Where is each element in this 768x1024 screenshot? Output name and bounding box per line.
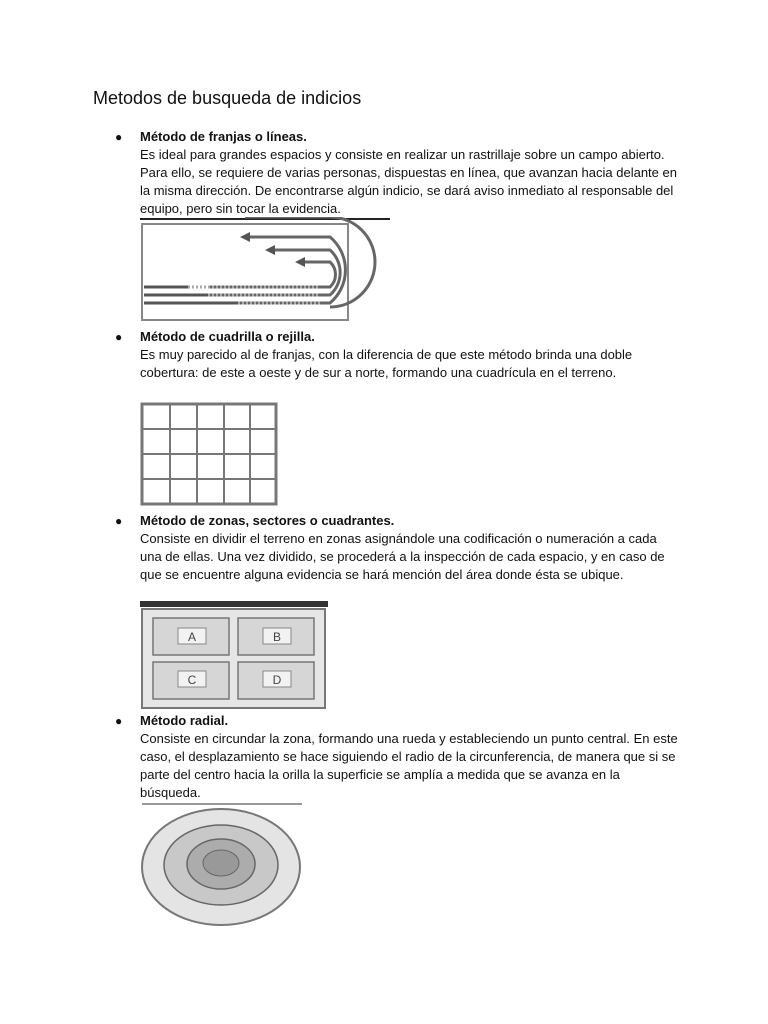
bullet: ● xyxy=(115,514,123,528)
zone-label-c: C xyxy=(187,673,197,687)
zone-label-a: A xyxy=(187,630,197,644)
method-description: Es muy parecido al de franjas, con la diferencia de que este método brinda una doble cobertura: de este a oeste y de sur a norte, formando una cuadrícula en el terreno. xyxy=(140,347,633,380)
method-title: Método de cuadrilla o rejilla. xyxy=(140,329,315,344)
zones-method-figure xyxy=(140,601,328,711)
method-description: Consiste en dividir el terreno en zonas asignándole una codificación o numeración a cada una de ellas. Una vez dividido, se procederá a la inspección de cada espacio, y en caso de que se encuentre alguna evidencia se hará mención del área donde ésta se ubique. xyxy=(140,531,665,582)
radial-method-figure xyxy=(140,803,304,928)
method-title: Método de zonas, sectores o cuadrantes. xyxy=(140,513,395,528)
bullet: ● xyxy=(115,130,123,144)
zone-label-d: D xyxy=(272,673,282,687)
method-description: Es ideal para grandes espacios y consiste en realizar un rastrillaje sobre un campo abierto. Para ello, se requiere de varias personas, dispuestas en línea, que avanzan hacia delante en la misma dirección. De encontrarse algún indicio, se dará aviso inmediato al responsable del equipo, pero sin tocar la evidencia. xyxy=(140,147,677,216)
method-title: Método radial. xyxy=(140,713,229,728)
bullet: ● xyxy=(115,330,123,344)
grid-method-figure xyxy=(140,402,280,506)
bullet: ● xyxy=(115,714,123,728)
method-description: Consiste en circundar la zona, formando una rueda y estableciendo un punto central. En este caso, el desplazamiento se hace siguiendo el radio de la circunferencia, de manera que si se parte del centro hacia la orilla la superficie se amplía a medida que se avanza en la búsqueda. xyxy=(140,731,678,800)
page-title: Metodos de busqueda de indicios xyxy=(93,88,362,108)
strip-method-figure xyxy=(140,217,390,323)
zone-label-b: B xyxy=(272,630,282,644)
method-title: Método de franjas o líneas. xyxy=(140,129,307,144)
